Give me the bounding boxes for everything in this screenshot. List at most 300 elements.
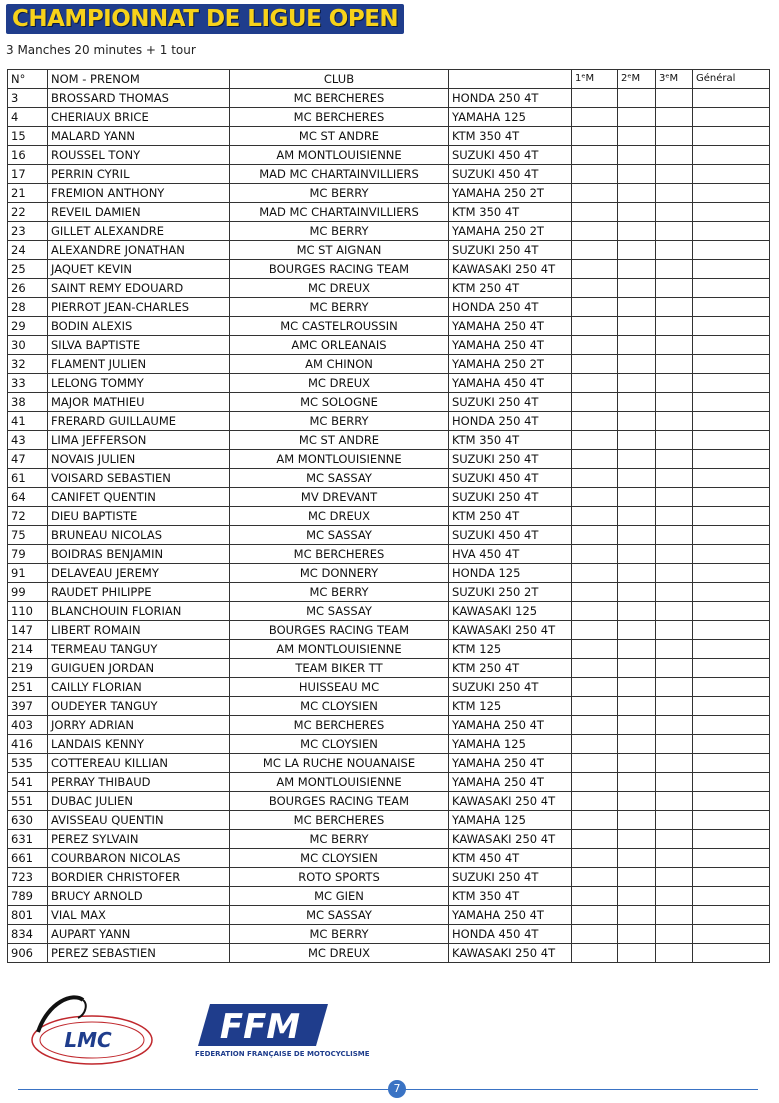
general-result: [693, 830, 770, 849]
rider-name: COURBARON NICOLAS: [48, 849, 230, 868]
race-2-result: [618, 830, 656, 849]
rider-club: MC DREUX: [230, 279, 449, 298]
race-1-result: [572, 754, 618, 773]
rider-club: MC BERRY: [230, 925, 449, 944]
rider-club: MC ST AIGNAN: [230, 241, 449, 260]
race-2-result: [618, 393, 656, 412]
rider-number: 251: [8, 678, 48, 697]
race-2-result: [618, 621, 656, 640]
general-result: [693, 868, 770, 887]
table-row: [8, 260, 770, 279]
rider-number: 4: [8, 108, 48, 127]
rider-club: AM MONTLOUISIENNE: [230, 450, 449, 469]
general-result: [693, 811, 770, 830]
race-1-result: [572, 716, 618, 735]
rider-name: LANDAIS KENNY: [48, 735, 230, 754]
race-2-result: [618, 659, 656, 678]
riders-table: [7, 69, 770, 963]
race-1-result: [572, 792, 618, 811]
col-header-number: N°: [8, 70, 48, 89]
race-3-result: [656, 925, 693, 944]
rider-name: TERMEAU TANGUY: [48, 640, 230, 659]
rider-number: 661: [8, 849, 48, 868]
rider-club: MC DREUX: [230, 944, 449, 963]
race-3-result: [656, 184, 693, 203]
race-1-result: [572, 526, 618, 545]
table-row: [8, 412, 770, 431]
rider-name: FRERARD GUILLAUME: [48, 412, 230, 431]
rider-name: OUDEYER TANGUY: [48, 697, 230, 716]
general-result: [693, 374, 770, 393]
race-1-result: [572, 564, 618, 583]
race-3-result: [656, 450, 693, 469]
race-2-result: [618, 564, 656, 583]
race-2-result: [618, 640, 656, 659]
rider-club: ROTO SPORTS: [230, 868, 449, 887]
table-row: [8, 735, 770, 754]
table-header-row: [8, 70, 770, 89]
col-header-race-2: 2ᵉM: [618, 70, 656, 89]
rider-club: MC BERCHERES: [230, 545, 449, 564]
race-3-result: [656, 165, 693, 184]
race-3-result: [656, 545, 693, 564]
race-3-result: [656, 678, 693, 697]
rider-name: LIMA JEFFERSON: [48, 431, 230, 450]
race-3-result: [656, 602, 693, 621]
race-1-result: [572, 336, 618, 355]
rider-club: MC SASSAY: [230, 906, 449, 925]
race-3-result: [656, 792, 693, 811]
rider-number: 23: [8, 222, 48, 241]
rider-bike: KTM 350 4T: [449, 127, 572, 146]
rider-bike: KTM 250 4T: [449, 659, 572, 678]
general-result: [693, 925, 770, 944]
race-1-result: [572, 260, 618, 279]
general-result: [693, 944, 770, 963]
rider-name: BORDIER CHRISTOFER: [48, 868, 230, 887]
rider-name: DELAVEAU JEREMY: [48, 564, 230, 583]
rider-name: BRUNEAU NICOLAS: [48, 526, 230, 545]
table-row: [8, 545, 770, 564]
race-1-result: [572, 146, 618, 165]
rider-number: 16: [8, 146, 48, 165]
col-header-general: Général: [693, 70, 770, 89]
rider-club: MC BERCHERES: [230, 811, 449, 830]
rider-bike: HONDA 450 4T: [449, 925, 572, 944]
table-row: [8, 564, 770, 583]
rider-club: MC GIEN: [230, 887, 449, 906]
rider-name: BRUCY ARNOLD: [48, 887, 230, 906]
race-2-result: [618, 279, 656, 298]
race-3-result: [656, 830, 693, 849]
rider-number: 22: [8, 203, 48, 222]
race-1-result: [572, 583, 618, 602]
general-result: [693, 792, 770, 811]
rider-number: 541: [8, 773, 48, 792]
table-row: [8, 241, 770, 260]
rider-club: MC DREUX: [230, 374, 449, 393]
rider-name: PIERROT JEAN-CHARLES: [48, 298, 230, 317]
race-2-result: [618, 887, 656, 906]
general-result: [693, 146, 770, 165]
table-row: [8, 944, 770, 963]
race-2-result: [618, 127, 656, 146]
general-result: [693, 469, 770, 488]
rider-name: PEREZ SEBASTIEN: [48, 944, 230, 963]
rider-club: MC LA RUCHE NOUANAISE: [230, 754, 449, 773]
rider-bike: SUZUKI 250 2T: [449, 583, 572, 602]
race-2-result: [618, 716, 656, 735]
race-1-result: [572, 640, 618, 659]
race-2-result: [618, 374, 656, 393]
rider-bike: HONDA 125: [449, 564, 572, 583]
general-result: [693, 526, 770, 545]
general-result: [693, 583, 770, 602]
race-3-result: [656, 507, 693, 526]
race-2-result: [618, 431, 656, 450]
rider-club: MC BERRY: [230, 298, 449, 317]
rider-bike: KTM 125: [449, 640, 572, 659]
table-row: [8, 488, 770, 507]
rider-bike: KTM 125: [449, 697, 572, 716]
general-result: [693, 602, 770, 621]
rider-name: PEREZ SYLVAIN: [48, 830, 230, 849]
race-1-result: [572, 469, 618, 488]
race-3-result: [656, 355, 693, 374]
rider-name: FLAMENT JULIEN: [48, 355, 230, 374]
race-2-result: [618, 526, 656, 545]
general-result: [693, 716, 770, 735]
rider-club: MC BERCHERES: [230, 89, 449, 108]
rider-number: 3: [8, 89, 48, 108]
race-1-result: [572, 811, 618, 830]
rider-number: 416: [8, 735, 48, 754]
race-format: 3 Manches 20 minutes + 1 tour: [6, 43, 196, 57]
race-3-result: [656, 127, 693, 146]
general-result: [693, 165, 770, 184]
general-result: [693, 412, 770, 431]
rider-name: REVEIL DAMIEN: [48, 203, 230, 222]
rider-club: MC ST ANDRE: [230, 431, 449, 450]
race-2-result: [618, 792, 656, 811]
rider-number: 64: [8, 488, 48, 507]
race-1-result: [572, 678, 618, 697]
table-body: [8, 89, 770, 963]
general-result: [693, 298, 770, 317]
race-3-result: [656, 336, 693, 355]
race-1-result: [572, 906, 618, 925]
general-result: [693, 887, 770, 906]
lmc-logo: [28, 992, 158, 1068]
general-result: [693, 640, 770, 659]
table-row: [8, 754, 770, 773]
race-3-result: [656, 89, 693, 108]
general-result: [693, 89, 770, 108]
race-3-result: [656, 279, 693, 298]
race-1-result: [572, 184, 618, 203]
rider-number: 834: [8, 925, 48, 944]
rider-number: 397: [8, 697, 48, 716]
rider-bike: KTM 450 4T: [449, 849, 572, 868]
rider-number: 25: [8, 260, 48, 279]
table-row: [8, 89, 770, 108]
table-row: [8, 507, 770, 526]
race-2-result: [618, 450, 656, 469]
rider-name: ROUSSEL TONY: [48, 146, 230, 165]
general-result: [693, 621, 770, 640]
rider-number: 723: [8, 868, 48, 887]
rider-name: GILLET ALEXANDRE: [48, 222, 230, 241]
rider-number: 631: [8, 830, 48, 849]
rider-club: MC BERCHERES: [230, 108, 449, 127]
table-row: [8, 811, 770, 830]
race-3-result: [656, 944, 693, 963]
rider-number: 32: [8, 355, 48, 374]
rider-club: MC BERRY: [230, 184, 449, 203]
rider-club: MC BERRY: [230, 222, 449, 241]
race-2-result: [618, 488, 656, 507]
rider-name: LIBERT ROMAIN: [48, 621, 230, 640]
race-3-result: [656, 526, 693, 545]
rider-club: BOURGES RACING TEAM: [230, 792, 449, 811]
race-1-result: [572, 507, 618, 526]
rider-bike: YAMAHA 250 4T: [449, 906, 572, 925]
race-2-result: [618, 697, 656, 716]
table-row: [8, 127, 770, 146]
race-1-result: [572, 735, 618, 754]
race-2-result: [618, 545, 656, 564]
general-result: [693, 564, 770, 583]
rider-bike: SUZUKI 250 4T: [449, 241, 572, 260]
rider-bike: YAMAHA 450 4T: [449, 374, 572, 393]
rider-club: MC BERRY: [230, 583, 449, 602]
race-1-result: [572, 279, 618, 298]
rider-bike: KTM 250 4T: [449, 279, 572, 298]
general-result: [693, 507, 770, 526]
lmc-logo-text: LMC: [64, 1028, 112, 1052]
race-1-result: [572, 545, 618, 564]
table-row: [8, 640, 770, 659]
rider-club: MC BERRY: [230, 830, 449, 849]
page-number: 7: [388, 1080, 406, 1098]
race-3-result: [656, 469, 693, 488]
rider-bike: KAWASAKI 250 4T: [449, 621, 572, 640]
rider-bike: YAMAHA 125: [449, 108, 572, 127]
rider-bike: YAMAHA 250 4T: [449, 716, 572, 735]
col-header-race-1: 1ᵉM: [572, 70, 618, 89]
rider-bike: KTM 350 4T: [449, 203, 572, 222]
rider-bike: SUZUKI 450 4T: [449, 526, 572, 545]
rider-bike: HVA 450 4T: [449, 545, 572, 564]
rider-number: 535: [8, 754, 48, 773]
rider-number: 214: [8, 640, 48, 659]
race-1-result: [572, 222, 618, 241]
race-2-result: [618, 944, 656, 963]
race-2-result: [618, 868, 656, 887]
race-3-result: [656, 374, 693, 393]
rider-number: 906: [8, 944, 48, 963]
rider-number: 75: [8, 526, 48, 545]
rider-club: MC CASTELROUSSIN: [230, 317, 449, 336]
rider-name: MAJOR MATHIEU: [48, 393, 230, 412]
rider-bike: YAMAHA 250 2T: [449, 355, 572, 374]
race-1-result: [572, 488, 618, 507]
rider-bike: SUZUKI 450 4T: [449, 469, 572, 488]
race-3-result: [656, 697, 693, 716]
rider-number: 43: [8, 431, 48, 450]
rider-club: MC DONNERY: [230, 564, 449, 583]
table-row: [8, 716, 770, 735]
rider-bike: KTM 350 4T: [449, 431, 572, 450]
table-row: [8, 222, 770, 241]
rider-name: BOIDRAS BENJAMIN: [48, 545, 230, 564]
table-row: [8, 583, 770, 602]
general-result: [693, 431, 770, 450]
rider-name: AVISSEAU QUENTIN: [48, 811, 230, 830]
rider-bike: HONDA 250 4T: [449, 89, 572, 108]
race-2-result: [618, 906, 656, 925]
rider-number: 72: [8, 507, 48, 526]
general-result: [693, 545, 770, 564]
race-1-result: [572, 241, 618, 260]
rider-bike: SUZUKI 250 4T: [449, 450, 572, 469]
race-3-result: [656, 222, 693, 241]
race-1-result: [572, 127, 618, 146]
rider-number: 789: [8, 887, 48, 906]
rider-bike: KAWASAKI 250 4T: [449, 792, 572, 811]
rider-bike: SUZUKI 450 4T: [449, 146, 572, 165]
rider-name: DUBAC JULIEN: [48, 792, 230, 811]
race-2-result: [618, 602, 656, 621]
race-1-result: [572, 887, 618, 906]
rider-bike: KTM 250 4T: [449, 507, 572, 526]
race-2-result: [618, 260, 656, 279]
race-3-result: [656, 488, 693, 507]
general-result: [693, 355, 770, 374]
race-2-result: [618, 165, 656, 184]
general-result: [693, 754, 770, 773]
race-3-result: [656, 108, 693, 127]
race-3-result: [656, 298, 693, 317]
general-result: [693, 450, 770, 469]
table-row: [8, 773, 770, 792]
rider-club: MC BERCHERES: [230, 716, 449, 735]
rider-name: VIAL MAX: [48, 906, 230, 925]
table-row: [8, 621, 770, 640]
rider-name: FREMION ANTHONY: [48, 184, 230, 203]
col-header-bike: [449, 70, 572, 89]
race-2-result: [618, 735, 656, 754]
table-row: [8, 279, 770, 298]
rider-number: 30: [8, 336, 48, 355]
general-result: [693, 317, 770, 336]
race-1-result: [572, 944, 618, 963]
rider-name: ALEXANDRE JONATHAN: [48, 241, 230, 260]
race-3-result: [656, 849, 693, 868]
rider-club: BOURGES RACING TEAM: [230, 260, 449, 279]
rider-name: SAINT REMY EDOUARD: [48, 279, 230, 298]
race-3-result: [656, 811, 693, 830]
general-result: [693, 735, 770, 754]
general-result: [693, 260, 770, 279]
race-3-result: [656, 621, 693, 640]
table-row: [8, 146, 770, 165]
rider-name: BODIN ALEXIS: [48, 317, 230, 336]
rider-number: 28: [8, 298, 48, 317]
table-row: [8, 336, 770, 355]
rider-name: CHERIAUX BRICE: [48, 108, 230, 127]
table-row: [8, 526, 770, 545]
rider-bike: YAMAHA 125: [449, 811, 572, 830]
rider-name: DIEU BAPTISTE: [48, 507, 230, 526]
rider-name: LELONG TOMMY: [48, 374, 230, 393]
rider-club: MC DREUX: [230, 507, 449, 526]
rider-club: AMC ORLEANAIS: [230, 336, 449, 355]
race-1-result: [572, 773, 618, 792]
race-2-result: [618, 849, 656, 868]
rider-bike: KAWASAKI 250 4T: [449, 260, 572, 279]
race-2-result: [618, 89, 656, 108]
race-3-result: [656, 640, 693, 659]
rider-club: MAD MC CHARTAINVILLIERS: [230, 165, 449, 184]
general-result: [693, 203, 770, 222]
race-1-result: [572, 108, 618, 127]
race-1-result: [572, 830, 618, 849]
table-row: [8, 678, 770, 697]
general-result: [693, 222, 770, 241]
rider-name: JORRY ADRIAN: [48, 716, 230, 735]
race-3-result: [656, 431, 693, 450]
rider-club: TEAM BIKER TT: [230, 659, 449, 678]
rider-bike: KAWASAKI 250 4T: [449, 830, 572, 849]
rider-bike: KAWASAKI 125: [449, 602, 572, 621]
rider-club: MC SASSAY: [230, 526, 449, 545]
table-row: [8, 374, 770, 393]
race-2-result: [618, 811, 656, 830]
race-2-result: [618, 355, 656, 374]
race-1-result: [572, 431, 618, 450]
race-1-result: [572, 89, 618, 108]
table-row: [8, 697, 770, 716]
table-row: [8, 659, 770, 678]
rider-club: MC CLOYSIEN: [230, 849, 449, 868]
race-2-result: [618, 754, 656, 773]
race-2-result: [618, 507, 656, 526]
race-3-result: [656, 146, 693, 165]
race-3-result: [656, 583, 693, 602]
table-row: [8, 469, 770, 488]
race-1-result: [572, 203, 618, 222]
rider-bike: HONDA 250 4T: [449, 298, 572, 317]
general-result: [693, 697, 770, 716]
ffm-tagline: FEDERATION FRANÇAISE DE MOTOCYCLISME: [195, 1050, 370, 1058]
general-result: [693, 279, 770, 298]
rider-club: BOURGES RACING TEAM: [230, 621, 449, 640]
race-2-result: [618, 773, 656, 792]
rider-number: 91: [8, 564, 48, 583]
rider-club: MC CLOYSIEN: [230, 735, 449, 754]
general-result: [693, 241, 770, 260]
rider-name: JAQUET KEVIN: [48, 260, 230, 279]
rider-name: PERRAY THIBAUD: [48, 773, 230, 792]
race-2-result: [618, 925, 656, 944]
rider-name: CAILLY FLORIAN: [48, 678, 230, 697]
ffm-logo: [190, 1002, 330, 1048]
rider-number: 219: [8, 659, 48, 678]
race-3-result: [656, 564, 693, 583]
rider-bike: SUZUKI 250 4T: [449, 393, 572, 412]
race-2-result: [618, 469, 656, 488]
